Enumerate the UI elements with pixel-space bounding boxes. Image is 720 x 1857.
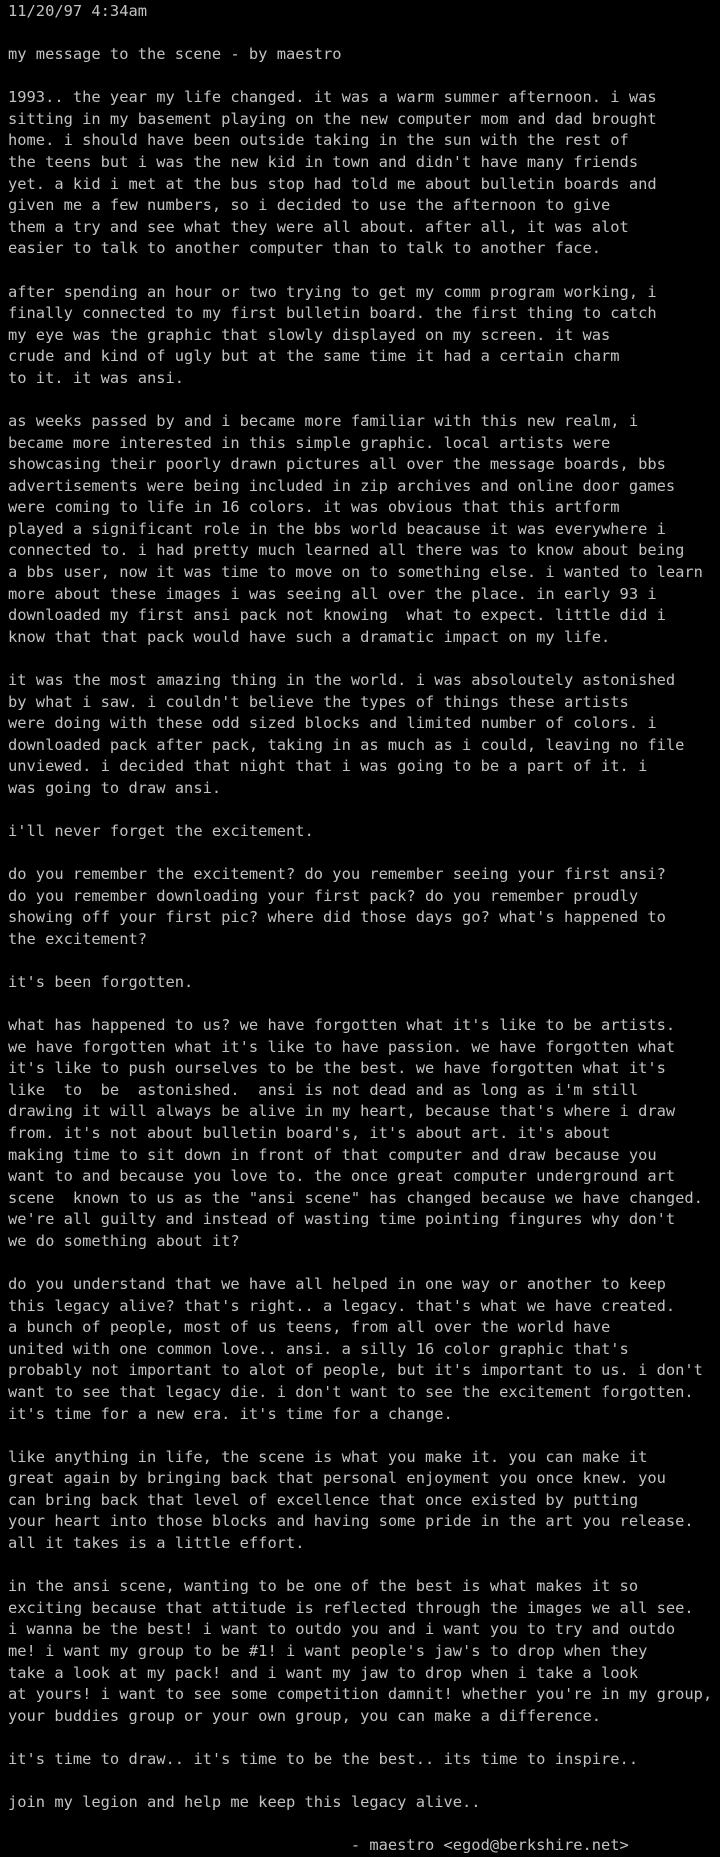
text-line: i'll never forget the excitement. (8, 821, 314, 840)
text-line: exciting because that attitude is reflected through the images we all see. (8, 1598, 694, 1617)
text-line: showing off your first pic? where did those days go? what's happened to (8, 908, 666, 927)
text-line: probably not important to alot of people, but it's important to us. i don't (8, 1361, 703, 1380)
text-line: a bbs user, now it was time to move on to something else. i wanted to learn (8, 563, 703, 582)
text-line (8, 799, 720, 821)
text-line (8, 994, 720, 1016)
text-line (8, 389, 720, 411)
text-line: downloaded my first ansi pack not knowing what to expect. little did i (8, 606, 666, 625)
text-line: know that that pack would have such a dramatic impact on my life. (8, 627, 611, 646)
text-line: downloaded pack after pack, taking in as much as i could, leaving no file (8, 735, 685, 754)
text-line: great again by bringing back that personal enjoyment you once knew. you (8, 1469, 666, 1488)
text-line: it was the most amazing thing in the world. i was absoloutely astonished (8, 670, 676, 689)
text-line: unviewed. i decided that night that i was going to be a part of it. i (8, 757, 648, 776)
text-line (8, 1253, 720, 1275)
text-line (8, 648, 720, 670)
text-line: we have forgotten what it's like to have passion. we have forgotten what (8, 1037, 676, 1056)
date-line: 11/20/97 4:34am (8, 2, 147, 20)
text-line: it's like to push ourselves to be the best. we have forgotten what it's (8, 1059, 666, 1078)
text-line: making time to sit down in front of that computer and draw because you (8, 1145, 657, 1164)
text-line: were coming to life in 16 colors. it was obvious that this artform (8, 498, 620, 517)
text-line: became more interested in this simple graphic. local artists were (8, 433, 611, 452)
text-line: crude and kind of ugly but at the same time it had a certain charm (8, 347, 620, 366)
text-line: we do something about it? (8, 1231, 240, 1250)
text-line: want to and because you love to. the once great computer underground art (8, 1167, 676, 1186)
text-line: all it takes is a little effort. (8, 1534, 305, 1553)
text-line (8, 1770, 720, 1792)
text-line: more about these images i was seeing all over the place. in early 93 i (8, 584, 657, 603)
text-line: as weeks passed by and i became more familiar with this new realm, i (8, 411, 639, 430)
text-line: your heart into those blocks and having some pride in the art you release. (8, 1512, 694, 1531)
text-line: my eye was the graphic that slowly displayed on my screen. it was (8, 325, 611, 344)
text-line: i wanna be the best! i want to outdo you and i want you to try and outdo (8, 1620, 676, 1639)
signature-line: - maestro <egod@berkshire.net> (8, 1836, 629, 1855)
text-line (8, 1814, 720, 1836)
text-line (8, 843, 720, 865)
text-line (8, 66, 720, 88)
text-line: this legacy alive? that's right.. a legacy. that's what we have created. (8, 1296, 676, 1315)
text-line: me! i want my group to be #1! i want people's jaw's to drop when they (8, 1641, 648, 1660)
text-line: in the ansi scene, wanting to be one of the best is what makes it so (8, 1577, 639, 1596)
text-line: it's time for a new era. it's time for a change. (8, 1404, 453, 1423)
text-line: can bring back that level of excellence that once existed by putting (8, 1490, 639, 1509)
text-line: your buddies group or your own group, you can make a difference. (8, 1706, 602, 1725)
text-line (8, 1727, 720, 1749)
text-line: united with one common love.. ansi. a silly 16 color graphic that's (8, 1339, 629, 1358)
text-line: them a try and see what they were all about. after all, it was alot (8, 217, 629, 236)
text-line (8, 23, 720, 45)
text-line: the teens but i was the new kid in town and didn't have many friends (8, 153, 639, 172)
text-line: showcasing their poorly drawn pictures all over the message boards, bbs (8, 455, 666, 474)
text-line: after spending an hour or two trying to get my comm program working, i (8, 282, 657, 301)
text-line: like anything in life, the scene is what you make it. you can make it (8, 1447, 648, 1466)
text-line: played a significant role in the bbs world beacause it was everywhere i (8, 519, 666, 538)
text-line: we're all guilty and instead of wasting time pointing fingures why don't (8, 1210, 676, 1229)
text-line: finally connected to my first bulletin board. the first thing to catch (8, 304, 657, 323)
text-line: want to see that legacy die. i don't want to see the excitement forgotten. (8, 1383, 694, 1401)
text-line: take a look at my pack! and i want my jaw to drop when i take a look (8, 1663, 639, 1682)
title-line: my message to the scene - by maestro (8, 45, 342, 64)
text-line: advertisements were being included in zip archives and online door games (8, 476, 676, 495)
text-line: it's time to draw.. it's time to be the best.. its time to inspire.. (8, 1749, 639, 1768)
text-line: at yours! i want to see some competition damnit! whether you're in my group, (8, 1685, 713, 1704)
text-line: by what i saw. i couldn't believe the types of things these artists (8, 692, 629, 711)
text-line: what has happened to us? we have forgotten what it's like to be artists. (8, 1016, 676, 1035)
text-line: were doing with these odd sized blocks and limited number of colors. i (8, 714, 657, 733)
text-line (8, 1425, 720, 1447)
text-line: given me a few numbers, so i decided to use the afternoon to give (8, 196, 611, 215)
text-line: sitting in my basement playing on the new computer mom and dad brought (8, 109, 657, 128)
text-line: like to be astonished. ansi is not dead and as long as i'm still (8, 1080, 639, 1099)
text-line: join my legion and help me keep this legacy alive.. (8, 1792, 481, 1811)
text-line: a bunch of people, most of us teens, from all over the world have (8, 1318, 611, 1337)
text-line: to it. it was ansi. (8, 368, 185, 387)
text-line: do you remember downloading your first pack? do you remember proudly (8, 886, 639, 905)
text-line: it's been forgotten. (8, 973, 194, 992)
text-line: yet. a kid i met at the bus stop had told me about bulletin boards and (8, 174, 657, 193)
text-line (8, 950, 720, 972)
text-line: do you remember the excitement? do you remember seeing your first ansi? (8, 865, 666, 884)
text-line (8, 1555, 720, 1577)
text-line: was going to draw ansi. (8, 778, 222, 797)
text-line: from. it's not about bulletin board's, it's about art. it's about (8, 1124, 611, 1143)
text-line: the excitement? (8, 929, 147, 948)
text-line: home. i should have been outside taking in the sun with the rest of (8, 131, 629, 150)
text-line: easier to talk to another computer than to talk to another face. (8, 239, 602, 258)
text-line: 1993.. the year my life changed. it was a warm summer afternoon. i was (8, 88, 657, 107)
text-line: do you understand that we have all helped in one way or another to keep (8, 1275, 666, 1294)
text-line (8, 260, 720, 282)
text-line: connected to. i had pretty much learned all there was to know about being (8, 541, 685, 560)
text-line: scene known to us as the "ansi scene" has changed because we have changed. (8, 1188, 703, 1207)
text-line: drawing it will always be alive in my heart, because that's where i draw (8, 1102, 676, 1121)
